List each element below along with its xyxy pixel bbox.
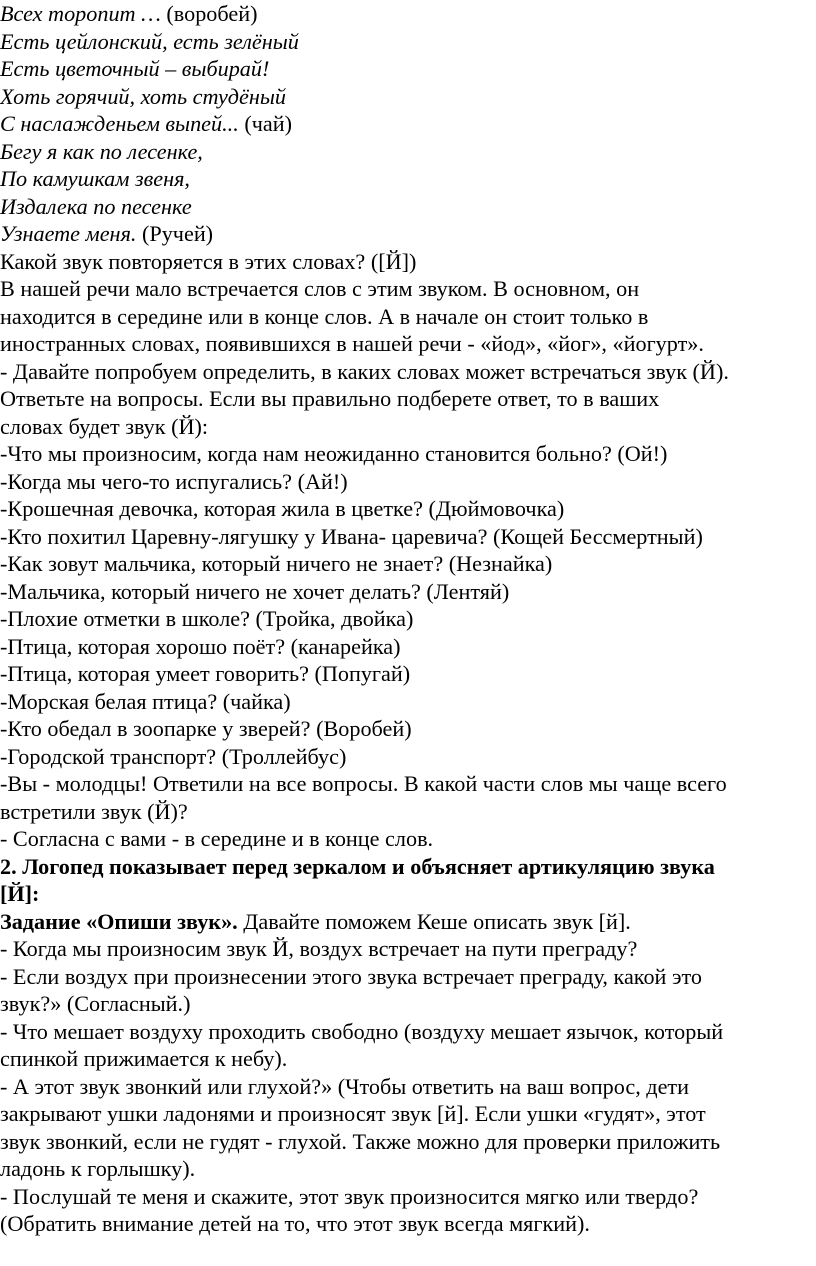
intro-line: иностранных словах, появившихся в нашей речи - «йод», «йог», «йогурт».: [0, 331, 704, 356]
riddle-answer: (Ручей): [136, 221, 214, 246]
question-line: -Крошечная девочка, которая жила в цветке? (Дюймовочка): [0, 496, 565, 521]
question-line: -Кто обедал в зоопарке у зверей? (Воробей): [0, 716, 412, 741]
riddle-answer: (воробей): [160, 1, 258, 26]
riddle-3-line-4: [0, 220, 816, 248]
riddle-text: Всех торопит …: [0, 1, 161, 26]
riddle-3-line-1: Бегу я как по лесенке,: [0, 138, 203, 164]
question-line: -Вы - молодцы! Ответили на все вопросы. В какой части слов мы чаще всего: [0, 771, 727, 796]
section-2-body-line: (Обратить внимание детей на то, что этот звук всегда мягкий).: [0, 1211, 590, 1236]
riddle-2-line-1: Есть цейлонский, есть зелёный: [0, 28, 299, 54]
riddle-2-line-4: [0, 110, 816, 138]
question-line: - Согласна с вами - в середине и в конце слов.: [0, 826, 434, 851]
riddle-2-line-3: Хоть горячий, хоть студёный: [0, 83, 286, 109]
intro-line: Какой звук повторяется в этих словах? ([Й]): [0, 248, 417, 274]
intro-line: В нашей речи мало встречается слов с этим звуком. В основном, он: [0, 276, 640, 301]
question-line: -Морская белая птица? (чайка): [0, 688, 291, 714]
question-line: -Плохие отметки в школе? (Тройка, двойка): [0, 606, 414, 631]
section-2-body-line: звук звонкий, если не гудят - глухой. Также можно для проверки приложить: [0, 1128, 721, 1154]
question-line: -Когда мы чего-то испугались? (Ай!): [0, 468, 348, 494]
section-2-heading-cont: [Й]:: [0, 881, 40, 906]
section-2-body-line: - Когда мы произносим звук Й, воздух встречает на пути преграду?: [0, 936, 638, 961]
intro-line: находится в середине или в конце слов. А в начале он стоит только в: [0, 303, 649, 329]
question-line: -Мальчика, который ничего не хочет делать? (Лентяй): [0, 578, 510, 604]
task-label: Задание «Опиши звук».: [0, 908, 238, 934]
riddle-1-line-1: [0, 0, 816, 28]
intro-line: Ответьте на вопросы. Если вы правильно подберете ответ, то в ваших: [0, 386, 660, 411]
section-2-body-line: ладонь к горлышку).: [0, 1156, 196, 1181]
question-line: -Городской транспорт? (Троллейбус): [0, 743, 347, 769]
riddle-2-line-2: Есть цветочный – выбирай!: [0, 56, 270, 81]
riddle-answer: (чай): [238, 111, 292, 136]
question-line: -Птица, которая умеет говорить? (Попугай): [0, 661, 411, 686]
section-2-body-line: звук?» (Согласный.): [0, 991, 191, 1016]
riddle-3-line-2: По камушкам звеня,: [0, 166, 190, 191]
intro-line: словах будет звук (Й):: [0, 413, 209, 439]
section-2-body-line: спинкой прижимается к небу).: [0, 1046, 288, 1071]
section-2-body-line: - Что мешает воздуху проходить свободно (воздуху мешает язычок, который: [0, 1018, 724, 1044]
intro-line: - Давайте попробуем определить, в каких словах может встречаться звук (Й).: [0, 358, 729, 384]
question-line: встретили звук (Й)?: [0, 798, 188, 824]
riddle-text: Узнаете меня.: [0, 221, 137, 246]
section-2-body-line: - Если воздух при произнесении этого звука встречает преграду, какой это: [0, 963, 702, 989]
question-line: -Птица, которая хорошо поёт? (канарейка): [0, 633, 401, 659]
question-line: -Что мы произносим, когда нам неожиданно становится больно? (Ой!): [0, 441, 668, 466]
section-2-body-line: закрывают ушки ладонями и произносят звук [й]. Если ушки «гудят», этот: [0, 1101, 706, 1126]
task-line: [0, 908, 816, 936]
question-line: -Как зовут мальчика, который ничего не знает? (Незнайка): [0, 551, 553, 576]
task-text: Давайте поможем Кеше описать звук [й].: [237, 908, 631, 934]
riddle-text: С наслажденьем выпей...: [0, 111, 239, 136]
section-2-body-line: - А этот звук звонкий или глухой?» (Чтобы ответить на ваш вопрос, дети: [0, 1073, 690, 1099]
section-2-heading: 2. Логопед показывает перед зеркалом и объясняет артикуляцию звука: [0, 853, 715, 879]
section-2-body-line: - Послушай те меня и скажите, этот звук произносится мягко или твердо?: [0, 1183, 699, 1209]
riddle-3-line-3: Издалека по песенке: [0, 193, 192, 219]
question-line: -Кто похитил Царевну-лягушку у Ивана- царевича? (Кощей Бессмертный): [0, 523, 703, 549]
